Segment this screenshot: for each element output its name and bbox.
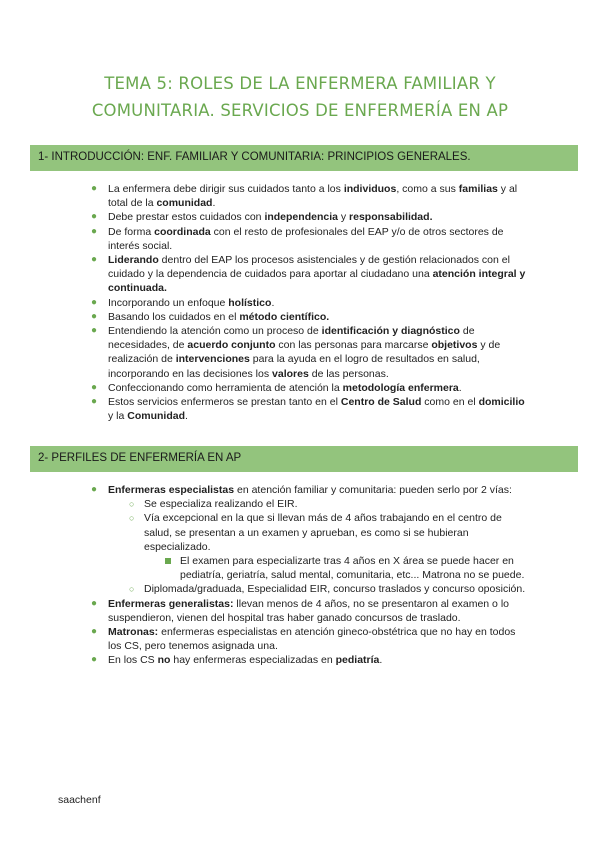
bullet-icon: ● bbox=[91, 396, 98, 408]
sub-list-item: ○ Diplomada/graduada, Especialidad EIR, concurso traslados y concurso oposición. bbox=[129, 583, 526, 596]
list-item: ● Estos servicios enfermeros se prestan tanto en el Centro de Salud como en el domicilio y la Comunidad. bbox=[91, 396, 525, 423]
sub-list-item: ○ Vía excepcional en la que si llevan más de 4 años trabajando en el centro de salud, se presentan a un examen y aprueban, es como si se hubieran especializado. bbox=[129, 512, 502, 553]
sub-list-item: ○ Se especializa realizando el EIR. bbox=[129, 498, 298, 511]
list-item: ● La enfermera debe dirigir sus cuidados tanto a los individuos, como a sus familias y al total de la comunidad. bbox=[91, 183, 518, 210]
list-item: ● Liderando dentro del EAP los procesos asistenciales y de gestión relacionados con el cuidado y la dependencia de cuidados para aportar al ciudadano una atención integral y continuada. bbox=[91, 254, 526, 295]
sub-sub-list-item: El examen para especializarte tras 4 años en X área se puede hacer en pediatría, geriatría, salud mental, comunitaria, etc... Matrona no se puede. bbox=[180, 554, 528, 582]
circle-bullet-icon: ○ bbox=[129, 499, 135, 510]
page-title bbox=[0, 70, 600, 124]
bullet-icon: ● bbox=[91, 183, 98, 194]
author-footer: saachenf bbox=[58, 794, 101, 806]
list-item: ● En los CS no hay enfermeras especializadas en pediatría. bbox=[91, 654, 383, 667]
title-line-1: TEMA 5: ROLES DE LA ENFERMERA FAMILIAR Y bbox=[104, 74, 496, 93]
bullet-icon: ● bbox=[91, 296, 98, 308]
list-item: ● Entendiendo la atención como un proceso de identificación y diagnóstico de necesidades, de acuerdo conjunto con las personas para marcarse objetivos y de realización de intervenciones para la ayuda en el logro de resultados en salud, incorporando en las decisiones los valores de las personas. bbox=[91, 325, 501, 380]
bullet-icon: ● bbox=[91, 381, 98, 393]
section-title: 2- PERFILES DE ENFERMERÍA EN AP bbox=[38, 452, 242, 464]
bullet-icon: ● bbox=[91, 254, 98, 266]
title-line-2: COMUNITARIA. SERVICIOS DE ENFERMERÍA EN AP bbox=[91, 101, 509, 120]
bullet-icon: ● bbox=[91, 654, 98, 666]
list-item: ● Incorporando un enfoque holístico. bbox=[91, 296, 275, 309]
perfiles-list bbox=[91, 483, 528, 668]
list-item: ● Enfermeras especialistas en atención familiar y comunitaria: pueden serlo por 2 vías: bbox=[91, 484, 512, 496]
list-item: ● Basando los cuidados en el método científico. bbox=[91, 310, 330, 323]
list-item: ● Enfermeras generalistas: llevan menos de 4 años, no se presentaron al examen o lo suspendieron, vienen del hospital tras haber ganado concursos de traslado. bbox=[91, 597, 509, 624]
intro-list bbox=[91, 182, 528, 423]
list-item: ● De forma coordinada con el resto de profesionales del EAP y/o de otros sectores de interés social. bbox=[91, 225, 504, 252]
section-header-perfiles bbox=[30, 446, 578, 472]
square-bullet-icon bbox=[165, 558, 171, 564]
bullet-icon: ● bbox=[91, 325, 98, 337]
bullet-icon: ● bbox=[91, 225, 98, 237]
bullet-icon: ● bbox=[91, 310, 98, 322]
circle-bullet-icon: ○ bbox=[129, 584, 135, 595]
list-item: ● Matronas: enfermeras especialistas en atención gineco-obstétrica que no hay en todos los CS, pero tenemos asignada una. bbox=[91, 626, 516, 653]
list-item: ● Debe prestar estos cuidados con independencia y responsabilidad. bbox=[91, 211, 433, 224]
circle-bullet-icon: ○ bbox=[129, 513, 135, 524]
section-title: 1- INTRODUCCIÓN: ENF. FAMILIAR Y COMUNITARIA: PRINCIPIOS GENERALES. bbox=[38, 151, 471, 163]
bullet-icon: ● bbox=[91, 484, 98, 495]
bullet-icon: ● bbox=[91, 211, 98, 223]
bullet-icon: ● bbox=[91, 597, 98, 609]
list-item: ● Confeccionando como herramienta de atención la metodología enfermera. bbox=[91, 381, 462, 394]
section-header-introduccion bbox=[30, 145, 578, 171]
bullet-icon: ● bbox=[91, 626, 98, 638]
